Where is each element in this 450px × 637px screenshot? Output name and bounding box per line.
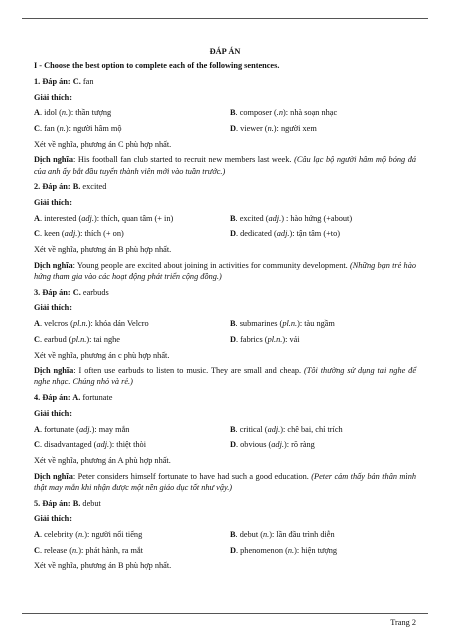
option-meaning: ): người nổi tiếng — [84, 530, 143, 539]
part-of-speech: adj. — [276, 229, 290, 239]
label-colon: : — [72, 260, 77, 270]
option-item — [34, 529, 230, 540]
option-meaning: ): tận tâm (+to) — [289, 229, 340, 239]
page-title: ĐÁP ÁN — [209, 47, 241, 56]
answer-letter: A. — [72, 393, 81, 403]
option-letter: C — [34, 229, 40, 239]
explanation-label: Giải thích: — [34, 92, 73, 102]
option-word: . debut ( — [235, 530, 263, 539]
option-word: . keen ( — [40, 229, 65, 239]
option-item — [230, 107, 416, 118]
option-word: . viewer ( — [236, 124, 268, 134]
answer-letter: B. — [72, 182, 81, 192]
question-number: 2. — [34, 182, 41, 192]
option-meaning: ): thích, quan tâm (+ in) — [93, 213, 174, 223]
option-item — [34, 123, 230, 134]
explanation-label: Giải thích: — [34, 514, 73, 524]
answer-letter: C. — [72, 76, 81, 86]
option-item — [34, 213, 230, 224]
conclusion-text: Xét về nghĩa, phương án B phù hợp nhất. — [34, 561, 172, 571]
part-of-speech: n. — [78, 530, 85, 539]
answer-label: Đáp án: — [42, 182, 73, 192]
option-item — [230, 318, 416, 329]
option-item — [34, 107, 230, 118]
translation-label: Dịch nghĩa — [34, 260, 73, 270]
option-letter: B — [230, 319, 236, 329]
option-item — [34, 545, 230, 556]
answer-word: earbuds — [80, 287, 109, 297]
option-meaning: ): phát hành, ra mắt — [78, 545, 143, 555]
option-item — [34, 334, 230, 345]
part-of-speech: adj. — [64, 229, 78, 239]
answer-line — [34, 181, 416, 192]
part-of-speech: adj. — [96, 440, 110, 450]
option-letter: C — [34, 334, 40, 344]
option-meaning: ): hiện tượng — [294, 545, 338, 555]
option-item — [230, 213, 416, 224]
option-word: . interested ( — [40, 213, 82, 223]
option-letter: B — [230, 424, 236, 434]
conclusion-text: Xét về nghĩa, phương án A phù hợp nhất. — [34, 455, 171, 465]
option-item — [34, 439, 230, 450]
option-item — [230, 439, 416, 450]
option-letter: B — [230, 108, 236, 118]
options-grid — [34, 424, 416, 451]
options-grid — [34, 213, 416, 240]
part-of-speech: adj. — [81, 213, 94, 223]
option-letter: D — [230, 124, 236, 134]
translation-paragraph — [34, 154, 416, 176]
part-of-speech: pl.n. — [282, 319, 298, 329]
translation-paragraph — [34, 471, 416, 493]
option-letter: A — [34, 213, 40, 223]
option-word: . obvious ( — [236, 440, 272, 450]
label-colon: : — [73, 366, 79, 376]
option-word: . composer ( — [235, 108, 277, 118]
option-letter: C — [34, 440, 40, 450]
answer-letter: B. — [72, 498, 81, 508]
option-item — [230, 228, 416, 239]
option-letter: A — [34, 424, 40, 434]
part-of-speech: .n — [276, 108, 284, 118]
option-word: . fabrics ( — [236, 334, 268, 344]
option-meaning: ): tai nghe — [86, 334, 120, 344]
option-letter: A — [34, 530, 40, 539]
option-word: . critical ( — [235, 424, 268, 434]
conclusion-text: Xét về nghĩa, phương án C phù hợp nhất. — [34, 139, 172, 149]
answer-line — [34, 287, 416, 298]
option-item — [230, 334, 416, 345]
option-word: . phenomenon ( — [236, 545, 288, 555]
option-meaning: ): thích (+ on) — [77, 229, 124, 239]
label-colon: : — [73, 155, 78, 165]
explanation-label: Giải thích: — [34, 303, 73, 313]
part-of-speech: adj. — [78, 424, 92, 434]
part-of-speech: n. — [72, 545, 79, 555]
answer-word: excited — [80, 182, 107, 192]
option-meaning: ): người hâm mộ — [65, 124, 122, 134]
option-item — [34, 318, 230, 329]
part-of-speech: n. — [262, 530, 270, 539]
option-word: . fortunate ( — [40, 424, 79, 434]
section-heading: I - Choose the best option to complete each of the following sentences. — [34, 61, 280, 71]
conclusion-text: Xét về nghĩa, phương án c phù hợp nhất. — [34, 350, 170, 360]
part-of-speech: n. — [287, 545, 295, 555]
part-of-speech: pl.n. — [71, 334, 87, 344]
english-sentence: Young people are excited about joining in activities for community development. — [76, 260, 348, 270]
options-grid — [34, 107, 416, 134]
question-list — [34, 76, 416, 572]
label-colon: : — [72, 471, 78, 481]
option-word: . release ( — [40, 545, 73, 555]
vietnamese-translation: (Peter cảm thấy bản thân mình thật may mắn khi nhận được một nền giáo dục tốt như vậy.) — [34, 471, 417, 492]
answer-label: Đáp án: — [42, 393, 73, 403]
option-letter: B — [230, 213, 236, 223]
option-meaning: ) : hào hứng (+about) — [281, 213, 353, 223]
option-meaning: ): vải — [282, 334, 300, 344]
header-divider — [22, 18, 428, 19]
answer-word: fan — [80, 76, 94, 86]
question-number: 1. — [34, 76, 41, 86]
option-word: . disadvantaged ( — [40, 440, 97, 450]
option-letter: D — [230, 440, 236, 450]
option-word: . excited ( — [235, 213, 269, 223]
answer-line — [34, 392, 416, 403]
vietnamese-translation: (Tôi thường sử dụng tai nghe để nghe nhạc. Chúng nhỏ và rẻ.) — [34, 366, 417, 387]
part-of-speech: pl.n. — [72, 319, 88, 329]
answer-word: fortunate — [80, 393, 113, 403]
option-item — [34, 424, 230, 435]
option-meaning: ): thiệt thòi — [109, 440, 147, 450]
option-item — [230, 545, 416, 556]
option-word: . velcros ( — [40, 319, 73, 329]
answer-label: Đáp án: — [42, 287, 73, 297]
english-sentence: Peter considers himself fortunate to have had such a good education. — [77, 471, 309, 481]
question-number: 3. — [34, 287, 41, 297]
translation-label: Dịch nghĩa — [34, 471, 73, 481]
option-word: . dedicated ( — [236, 229, 277, 239]
option-word: . fan ( — [40, 124, 60, 134]
option-letter: D — [230, 545, 236, 555]
options-grid — [34, 318, 416, 345]
option-letter: C — [34, 124, 40, 134]
answer-key-content — [34, 46, 416, 576]
option-meaning: ): thần tượng — [68, 108, 112, 118]
part-of-speech: pl.n. — [267, 334, 283, 344]
english-sentence: I often use earbuds to listen to music. They are small and cheap. — [78, 366, 302, 376]
answer-label: Đáp án: — [42, 498, 73, 508]
option-word: . celebrity ( — [40, 530, 79, 539]
part-of-speech: adj. — [271, 440, 284, 450]
vietnamese-translation: (Những bạn trẻ hào hứng tham gia vào các hoạt động phát triển cộng đồng.) — [34, 260, 416, 282]
translation-paragraph — [34, 260, 416, 282]
option-meaning: ): rõ ràng — [283, 440, 315, 450]
option-letter: B — [230, 530, 236, 539]
part-of-speech: adj. — [268, 213, 282, 223]
question-number: 5. — [34, 498, 41, 508]
english-sentence: His football fan club started to recruit new members last week. — [77, 155, 292, 165]
option-letter: D — [230, 229, 236, 239]
conclusion-text: Xét về nghĩa, phương án B phù hợp nhất. — [34, 245, 172, 255]
option-word: . submarines ( — [235, 319, 283, 329]
option-meaning: ): chê bai, chỉ trích — [280, 424, 343, 434]
option-item — [34, 228, 230, 239]
option-letter: C — [34, 545, 40, 555]
option-item — [230, 123, 416, 134]
explanation-label: Giải thích: — [34, 198, 73, 208]
option-meaning: ): người xem — [273, 124, 317, 134]
option-item — [230, 529, 416, 540]
part-of-speech: n. — [267, 124, 274, 134]
part-of-speech: adj. — [267, 424, 281, 434]
option-word: . earbud ( — [40, 334, 72, 344]
answer-label: Đáp án: — [42, 76, 73, 86]
option-meaning: ): lần đầu trình diễn — [269, 530, 335, 539]
answer-line — [34, 498, 416, 509]
answer-letter: C. — [72, 287, 81, 297]
option-meaning: ): nhà soạn nhạc — [283, 108, 338, 118]
answer-line — [34, 76, 416, 87]
part-of-speech: n. — [59, 124, 66, 134]
option-letter: A — [34, 108, 40, 118]
option-word: . idol ( — [40, 108, 62, 118]
option-meaning: ): khóa dán Velcro — [87, 319, 149, 329]
explanation-label: Giải thích: — [34, 408, 73, 418]
option-meaning: ): tàu ngầm — [297, 319, 335, 329]
option-letter: D — [230, 334, 236, 344]
translation-label: Dịch nghĩa — [34, 155, 74, 165]
page-number: Trang 2 — [390, 618, 416, 627]
answer-word: debut — [80, 498, 101, 508]
option-meaning: ): may mắn — [91, 424, 130, 434]
translation-paragraph — [34, 365, 416, 387]
footer-divider — [22, 613, 428, 614]
question-number: 4. — [34, 393, 41, 403]
option-letter: A — [34, 319, 40, 329]
translation-label: Dịch nghĩa — [34, 366, 74, 376]
option-item — [230, 424, 416, 435]
options-grid — [34, 529, 416, 556]
part-of-speech: n. — [61, 108, 69, 118]
vietnamese-translation: (Câu lạc bộ người hâm mộ bóng đá của anh ấy bắt đầu tuyển thành viên mới vào tuần trước.) — [34, 155, 417, 176]
